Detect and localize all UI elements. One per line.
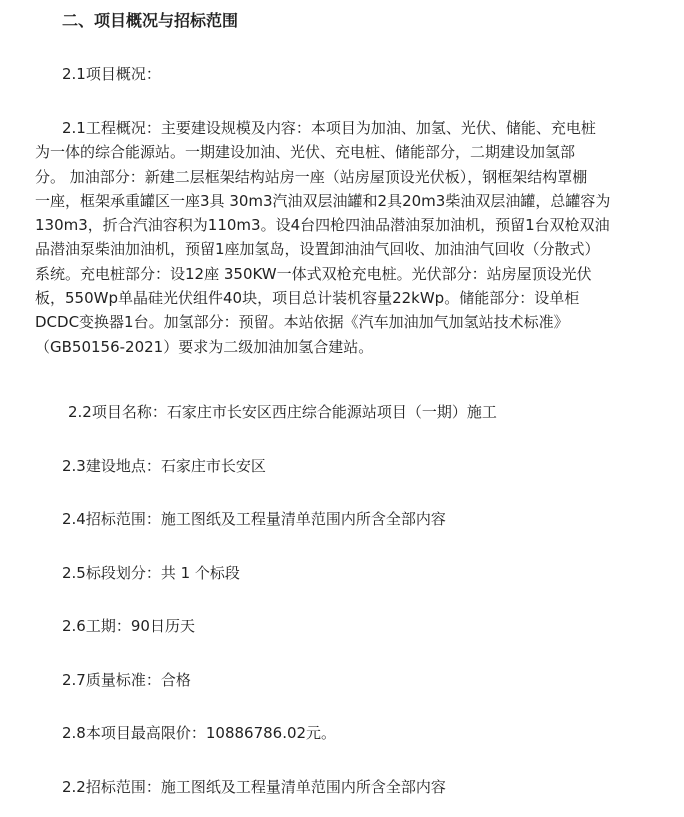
lot-division-line: 2.5标段划分：共 1 个标段 (62, 564, 240, 582)
quality-standard-line: 2.7质量标准：合格 (62, 671, 191, 689)
paragraph-line: （GB50156-2021）要求为二级加油加氢合建站。 (35, 337, 374, 356)
paragraph-line: 一座，框架承重罐区一座3具 30m3汽油双层油罐和2具20m3柴油双层油罐，总罐容为 (35, 191, 611, 210)
engineering-overview-paragraph (35, 116, 655, 359)
paragraph-line: 130m3，折合汽油容积为110m3。设4台四枪四油品潜油泵加油机，预留1台双枪双油 (35, 216, 610, 235)
bidding-scope-line: 2.4招标范围：施工图纸及工程量清单范围内所含全部内容 (62, 510, 446, 528)
paragraph-line: 系统。充电桩部分：设12座 350KW一体式双枪充电桩。光伏部分：站房屋顶设光伏 (35, 264, 592, 283)
duration-line: 2.6工期：90日历天 (62, 617, 195, 635)
paragraph-line: 板，550Wp单晶硅光伏组件40块，项目总计装机容量22kWp。储能部分：设单柜 (35, 289, 580, 308)
project-overview-title: 2.1项目概况： (62, 65, 161, 83)
paragraph-line: 分。 加油部分：新建二层框架结构站房一座（站房屋顶设光伏板），钢框架结构罩棚 (35, 167, 588, 186)
paragraph-line: 品潜油泵柴油加油机，预留1座加氢岛，设置卸油油气回收、加油油气回收（分散式） (35, 240, 600, 259)
project-name-line: 2.2项目名称：石家庄市长安区西庄综合能源站项目（一期）施工 (68, 403, 497, 421)
construction-location-line: 2.3建设地点：石家庄市长安区 (62, 457, 266, 475)
bidding-scope-repeat-line: 2.2招标范围：施工图纸及工程量清单范围内所含全部内容 (62, 778, 446, 796)
paragraph-line: 2.1工程概况：主要建设规模及内容：本项目为加油、加氢、光伏、储能、充电桩 (62, 119, 596, 137)
section-heading: 二、项目概况与招标范围 (62, 11, 239, 30)
paragraph-line: DCDC变换器1台。加氢部分：预留。本站依据《汽车加油加气加氢站技术标准》 (35, 313, 569, 332)
paragraph-line: 为一体的综合能源站。一期建设加油、光伏、充电桩、储能部分，二期建设加氢部 (35, 143, 576, 162)
max-price-line: 2.8本项目最高限价：10886786.02元。 (62, 724, 337, 742)
